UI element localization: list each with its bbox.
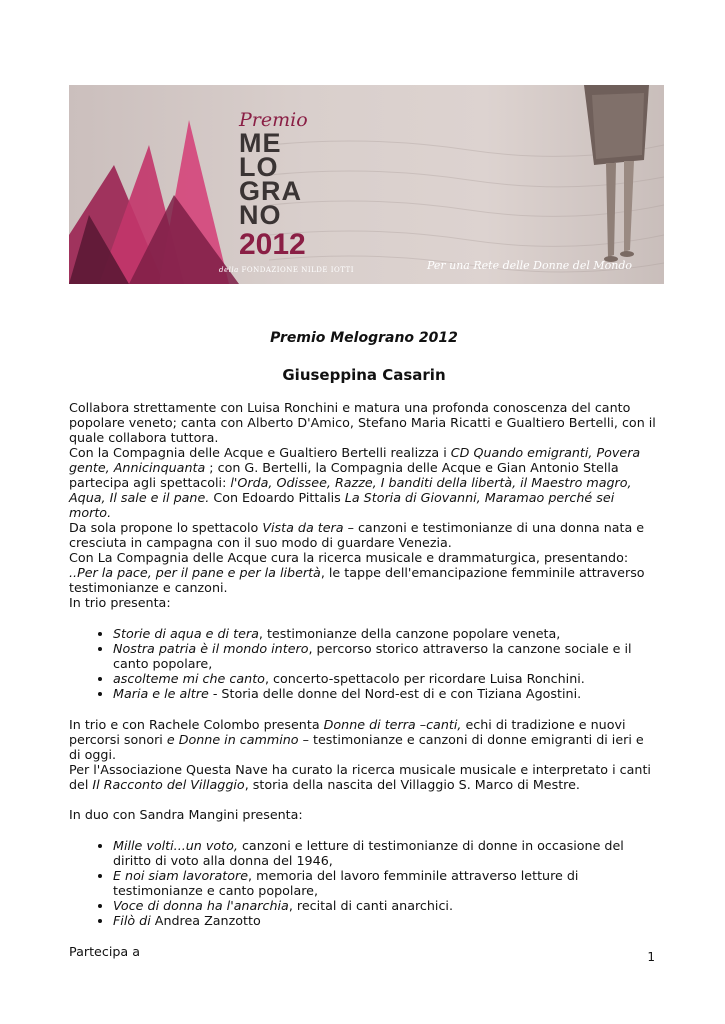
trio-list xyxy=(69,626,659,701)
bio-paragraph-6: In trio e con Rachele Colombo presenta Donne di terra –canti, echi di tradizione e nuovi percorsi sonori e Donne in cammino – testimonianze e canzoni di donne emigranti di ieri e di oggi. xyxy=(69,717,644,762)
partecipa-line: Partecipa a xyxy=(69,944,140,959)
woman-walking-photo xyxy=(564,85,664,284)
bio-paragraph-1: Collabora strettamente con Luisa Ronchini e matura una profonda conoscenza del canto popolare veneto; canta con Alberto D'Amico, Stefano Maria Ricatti e Gualtiero Bertelli, con il quale collabora tuttora. xyxy=(69,400,656,445)
spacer xyxy=(69,792,659,807)
document-body xyxy=(69,330,659,959)
duo-list xyxy=(69,838,659,928)
fondazione-name: FONDAZIONE NILDE IOTTI xyxy=(241,266,354,274)
list-item: • E noi siam lavoratore, memoria del lavoro femminile attraverso letture di testimonianze e canto popolare, xyxy=(113,868,659,898)
fondazione-prefix: della xyxy=(219,266,239,274)
fondazione-label xyxy=(219,266,354,274)
document-title: Premio Melograno 2012 xyxy=(270,330,458,346)
logo-premio: Premio xyxy=(239,109,308,131)
bio-paragraph-7: Per l'Associazione Questa Nave ha curato la ricerca musicale musicale e interpretato i canti del Il Racconto del Villaggio, storia della nascita del Villaggio S. Marco di Mestre. xyxy=(69,762,651,792)
bio-paragraph-3: Da sola propone lo spettacolo Vista da tera – canzoni e testimonianze di una donna nata e cresciuta in campagna con il suo modo di guardare Venezia. xyxy=(69,520,645,550)
list-item: • Nostra patria è il mondo intero, percorso storico attraverso la canzone sociale e il canto popolare, xyxy=(113,641,659,671)
list-item: • Voce di donna ha l'anarchia, recital di canti anarchici. xyxy=(113,898,659,913)
list-item: • Maria e le altre - Storia delle donne del Nord-est di e con Tiziana Agostini. xyxy=(113,686,659,701)
person-name: Giuseppina Casarin xyxy=(282,366,446,384)
list-item: • Mille volti...un voto, canzoni e letture di testimonianze di donne in occasione del diritto di voto alla donna del 1946, xyxy=(113,838,659,868)
brand-logo xyxy=(239,109,308,261)
list-item: • Storie di aqua e di tera, testimonianze della canzone popolare veneta, xyxy=(113,626,659,641)
logo-year: 2012 xyxy=(239,228,306,261)
list-item: • Filò di Andrea Zanzotto xyxy=(113,913,659,928)
logo-word-line-3: GRA xyxy=(239,176,302,206)
logo-word-line-4: NO xyxy=(239,200,282,230)
header-banner xyxy=(69,85,664,284)
trio-intro: In trio presenta: xyxy=(69,595,171,610)
logo-word-line-2: LO xyxy=(239,152,279,182)
bio-paragraph-5: ..Per la pace, per il pane e per la libertà, le tappe dell'emancipazione femminile attraverso testimonianze e canzoni. xyxy=(69,565,645,595)
bio-paragraph-2: Con la Compagnia delle Acque e Gualtiero Bertelli realizza i CD Quando emigranti, Povera gente, Annicinquanta ; con G. Bertelli, la Compagnia delle Acque e Gian Antonio Stella partecipa agli spettacoli: l'Orda, Odissee, Razze, I banditi della libertà, il Maestro magro, Aqua, Il sale e il pane. Con Edoardo Pittalis La Storia di Giovanni, Maramao perché sei morto. xyxy=(69,445,641,520)
list-item: • ascolteme mi che canto, concerto-spettacolo per ricordare Luisa Ronchini. xyxy=(113,671,659,686)
pomegranate-flower-logo xyxy=(69,85,239,284)
duo-intro: In duo con Sandra Mangini presenta: xyxy=(69,807,303,822)
page-number: 1 xyxy=(647,950,655,964)
banner-tagline: Per una Rete delle Donne del Mondo xyxy=(426,259,632,272)
logo-word-line-1: ME xyxy=(239,128,282,158)
bio-paragraph-4: Con La Compagnia delle Acque cura la ricerca musicale e drammaturgica, presentando: xyxy=(69,550,629,565)
